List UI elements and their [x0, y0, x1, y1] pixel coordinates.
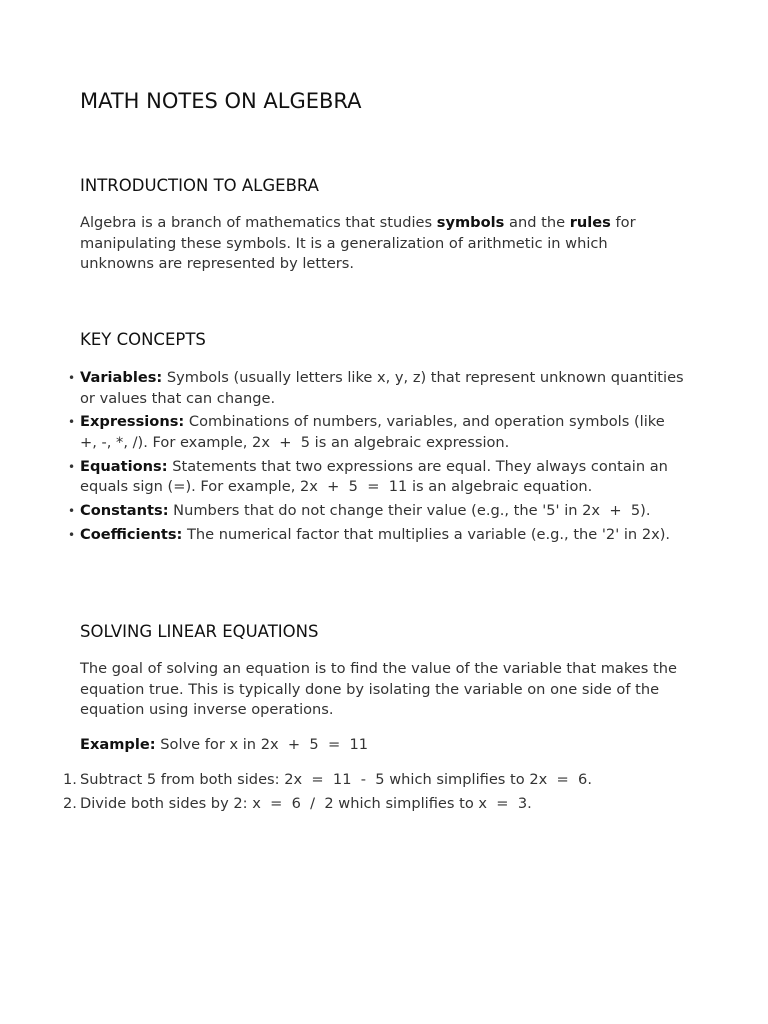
- list-item-text: Numbers that do not change their value (e.g., the '5' in 2x + 5).: [168, 502, 651, 520]
- list-item: [41, 525, 686, 546]
- intro-bold-rules: rules: [569, 214, 611, 231]
- list-item: [41, 412, 686, 453]
- steps-list: [41, 770, 686, 817]
- list-item-text: Statements that two expressions are equal. They always contain an equals sign (=). For example, 2x + 5 = 11 is an algebraic equation.: [80, 457, 673, 496]
- key-concepts-heading: KEY CONCEPTS: [80, 330, 206, 349]
- step-text: Subtract 5 from both sides: 2x = 11 - 5 which simplifies to 2x = 6.: [80, 771, 592, 788]
- list-item-term: Constants:: [80, 502, 169, 520]
- intro-text-3: for manipulating these symbols. It is a generalization of arithmetic in which unknowns are represented by letters.: [80, 214, 641, 273]
- solving-paragraph: The goal of solving an equation is to find the value of the variable that makes the equation true. This is typically done by isolating the variable on one side of the equation using inverse operations.: [80, 660, 677, 719]
- key-concepts-list: [41, 368, 689, 549]
- example-text: Solve for x in 2x + 5 = 11: [155, 736, 369, 753]
- list-item: [41, 457, 686, 498]
- intro-heading: INTRODUCTION TO ALGEBRA: [80, 176, 319, 195]
- list-item-text: Combinations of numbers, variables, and operation symbols (like +, -, *, /). For example, 2x + 5 is an algebraic expression.: [80, 413, 670, 451]
- step-item: [41, 770, 686, 791]
- step-text: Divide both sides by 2: x = 6 / 2 which simplifies to x = 3.: [80, 794, 532, 812]
- example-line: [80, 735, 686, 756]
- list-item-text: Symbols (usually letters like x, y, z) that represent unknown quantities or values that can change.: [80, 369, 689, 407]
- intro-text-1: Algebra is a branch of mathematics that studies: [80, 214, 437, 231]
- list-item: [41, 501, 686, 522]
- step-number: 2.: [63, 794, 77, 812]
- intro-text-2: and the: [504, 214, 570, 231]
- list-item-term: Equations:: [80, 457, 168, 475]
- list-item-term: Coefficients:: [80, 525, 183, 543]
- list-item-term: Expressions:: [80, 413, 185, 431]
- step-number: 1.: [63, 771, 77, 788]
- solving-heading: SOLVING LINEAR EQUATIONS: [80, 622, 319, 641]
- list-item-term: Variables:: [80, 369, 163, 386]
- step-item: [41, 794, 686, 815]
- example-label: Example:: [80, 736, 156, 753]
- intro-bold-symbols: symbols: [436, 214, 505, 231]
- list-item: [41, 368, 689, 409]
- intro-paragraph: [80, 213, 686, 275]
- list-item-text: The numerical factor that multiplies a variable (e.g., the '2' in 2x).: [182, 525, 671, 543]
- page-title: MATH NOTES ON ALGEBRA: [80, 89, 362, 113]
